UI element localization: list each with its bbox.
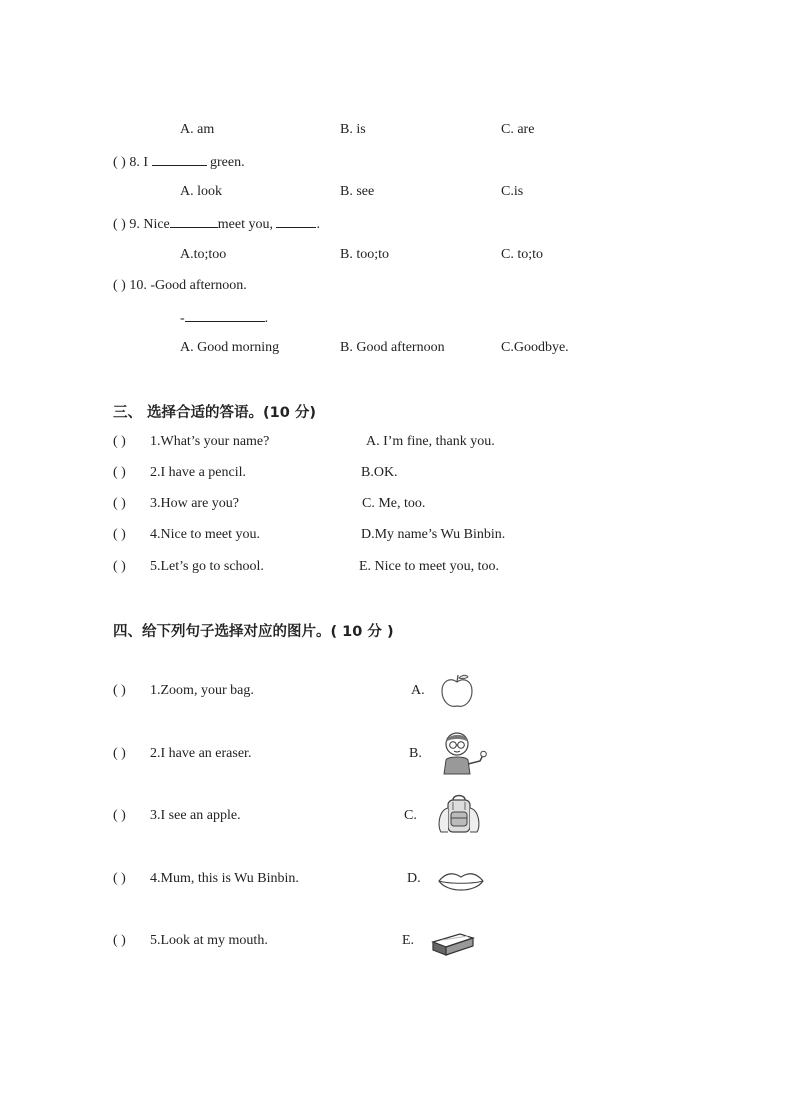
q8-suffix: green. [210, 155, 245, 170]
q9-blank-1[interactable] [170, 215, 218, 228]
q9-middle: meet you, [217, 217, 273, 232]
q10-option-c: C.Goodbye. [501, 340, 569, 355]
part3-answer-e: E. Nice to meet you, too. [359, 559, 499, 574]
q8-prefix: 8. I [129, 155, 148, 170]
q10-line [113, 278, 247, 294]
part4-question-3: 3.I see an apple. [150, 808, 241, 823]
part3-question-4: 4.Nice to meet you. [150, 527, 261, 542]
part4-heading: 四、给下列句子选择对应的图片。( 10 分 ) [113, 624, 394, 640]
part4-question-1: 1.Zoom, your bag. [150, 683, 254, 698]
part3-answer-c: C. Me, too. [362, 496, 426, 511]
q7-option-b: B. is [340, 122, 366, 137]
q10-reply-suffix: . [264, 311, 269, 326]
part4-paren-5[interactable]: ( ) [113, 933, 126, 948]
mouth-icon [437, 869, 485, 895]
q9-suffix: . [316, 217, 320, 232]
part3-question-5: 5.Let’s go to school. [150, 559, 264, 574]
q8-line [113, 153, 245, 171]
q9-option-a: A.to;too [180, 247, 227, 262]
picture-label-d: D. [407, 871, 421, 886]
part3-paren-4[interactable]: ( ) [113, 527, 126, 542]
q10-reply [180, 309, 268, 327]
q8-option-b: B. see [340, 184, 375, 199]
boy-icon [438, 728, 490, 776]
picture-label-e: E. [402, 933, 415, 948]
part3-paren-3[interactable]: ( ) [113, 496, 126, 511]
q9-blank-2[interactable] [276, 215, 316, 228]
q7-option-a: A. am [180, 122, 215, 137]
part4-question-5: 5.Look at my mouth. [150, 933, 268, 948]
q10-option-a: A. Good morning [180, 340, 280, 355]
q10-option-b: B. Good afternoon [340, 340, 445, 355]
schoolbag-icon [433, 792, 485, 836]
q8-blank[interactable] [152, 153, 207, 166]
q10-reply-prefix: - [180, 311, 185, 326]
picture-label-b: B. [409, 746, 422, 761]
part3-question-2: 2.I have a pencil. [150, 465, 247, 480]
picture-label-a: A. [411, 683, 425, 698]
part3-answer-b: B.OK. [361, 465, 398, 480]
part3-answer-d: D.My name’s Wu Binbin. [361, 527, 506, 542]
part3-paren-1[interactable]: ( ) [113, 434, 126, 449]
q9-option-c: C. to;to [501, 247, 544, 262]
part4-paren-1[interactable]: ( ) [113, 683, 126, 698]
part4-question-4: 4.Mum, this is Wu Binbin. [150, 871, 299, 886]
part4-paren-3[interactable]: ( ) [113, 808, 126, 823]
apple-icon [438, 672, 476, 710]
part3-question-3: 3.How are you? [150, 496, 240, 511]
part3-answer-a: A. I’m fine, thank you. [366, 434, 495, 449]
picture-label-c: C. [404, 808, 417, 823]
part3-paren-5[interactable]: ( ) [113, 559, 126, 574]
part4-paren-2[interactable]: ( ) [113, 746, 126, 761]
q10-blank[interactable] [185, 309, 265, 322]
answer-paren[interactable]: ( ) [113, 155, 126, 170]
q9-option-b: B. too;to [340, 247, 390, 262]
q7-option-c: C. are [501, 122, 535, 137]
q9-line [113, 215, 320, 233]
q9-prefix: 9. Nice [129, 217, 170, 232]
eraser-icon [430, 928, 476, 958]
answer-paren[interactable]: ( ) [113, 278, 126, 293]
part4-question-2: 2.I have an eraser. [150, 746, 252, 761]
answer-paren[interactable]: ( ) [113, 217, 126, 232]
q10-text: 10. -Good afternoon. [129, 278, 247, 293]
part3-question-1: 1.What’s your name? [150, 434, 270, 449]
part4-paren-4[interactable]: ( ) [113, 871, 126, 886]
part3-paren-2[interactable]: ( ) [113, 465, 126, 480]
part3-heading: 三、 选择合适的答语。(10 分) [113, 405, 317, 421]
q8-option-a: A. look [180, 184, 222, 199]
q8-option-c: C.is [501, 184, 524, 199]
